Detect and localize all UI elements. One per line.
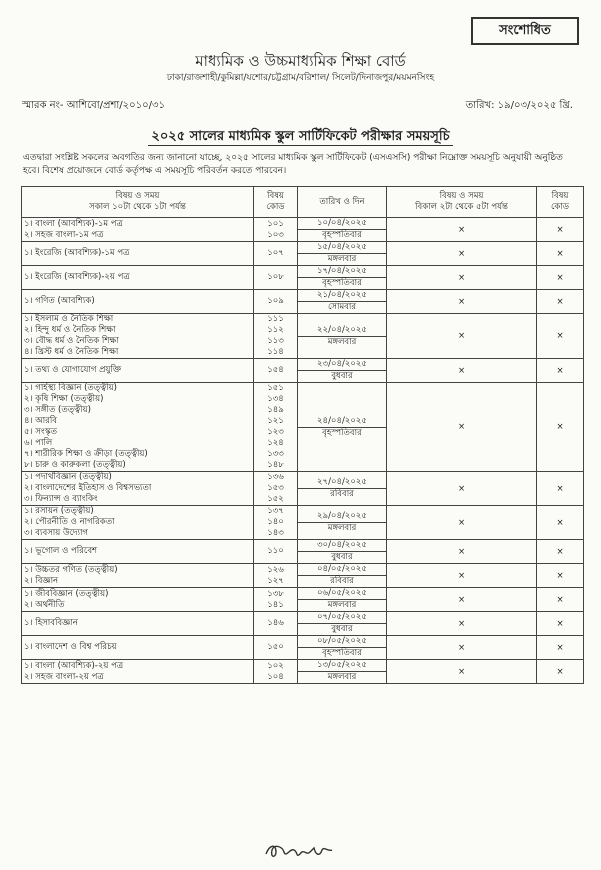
afternoon-subject-cell: × [387,290,537,314]
afternoon-code-cell: × [537,612,584,636]
afternoon-subject-cell: × [387,472,537,506]
subject-name: ৪। খ্রিস্ট ধর্ম ও নৈতিক শিক্ষা [24,347,119,357]
exam-date: ০৭/০৫/২০২৫ [317,612,367,622]
afternoon-subject-cell: × [387,660,537,684]
subject-name: ১। উচ্চতর গণিত (তত্ত্বীয়) [24,564,118,575]
subject-code: ১১০ [267,546,284,556]
subject-code: ১৫০ [267,642,284,652]
afternoon-subject-header [387,187,537,218]
morning-subject-header [22,187,254,218]
morning-subjects-cell [22,660,254,684]
subject-name: ৮। চারু ও কারুকলা (তত্ত্বীয়) [24,460,126,470]
corrected-stamp: সংশোধিত [471,17,579,45]
afternoon-code-cell: × [537,660,584,684]
board-cities: ঢাকা/রাজশাহী/কুমিল্লা/যশোর/চট্টগ্রাম/বরিশাল/ সিলেট/দিনাজপুর/ময়মনসিংহ [166,73,435,83]
subject-name: ২। অর্থনীতি [24,599,65,610]
exam-day: মঙ্গলবার [298,253,386,265]
subject-name: ১। বাংলাদেশ ও বিশ্ব পরিচয় [24,642,117,652]
subject-name: ২। সহজ বাংলা-১ম পত্র [24,229,104,240]
subject-code: ১০১ [267,218,284,229]
morning-subjects-cell [22,218,254,242]
subject-code: ১২৩ [267,427,284,437]
afternoon-code-cell: × [537,266,584,290]
subject-name: ১। গণিত (আবশ্যিক) [24,296,95,306]
exam-day: বৃহস্পতিবার [298,647,386,659]
board-title: মাধ্যমিক ও উচ্চমাধ্যমিক শিক্ষা বোর্ড [195,52,406,70]
date-day-cell [298,266,387,290]
date-day-cell [298,540,387,564]
subject-codes-cell [254,383,298,472]
exam-day: রবিবার [298,488,386,500]
subject-code: ১২১ [267,416,284,426]
morning-subjects-cell [22,588,254,612]
afternoon-subject-cell: × [387,564,537,588]
header-text: বিকাল ২টা থেকে ৫টা পর্যন্ত [415,202,508,212]
table-row [22,266,584,290]
exam-day: বুধবার [298,370,386,382]
subject-name: ১। পদার্থবিজ্ঞান (তত্ত্বীয়) [24,472,112,482]
subject-name: ২। হিন্দু ধর্ম ও নৈতিক শিক্ষা [24,325,116,335]
exam-date: ২২/০৪/২০২৫ [317,324,367,335]
exam-date: ২১/০৪/২০২৫ [317,290,367,300]
subject-code: ১২৪ [267,438,284,448]
table-row [22,218,584,242]
subject-name: ১। বাংলা (আবশ্যিক)-২য় পত্র [24,660,124,671]
exam-date: ২৩/০৪/২০২৫ [317,359,367,369]
subject-code: ১৫১ [267,383,284,393]
date-day-cell [298,660,387,684]
subject-code: ১৪১ [267,599,284,610]
subject-name: ১। ভূগোল ও পরিবেশ [24,546,98,556]
afternoon-subject-cell: × [387,506,537,540]
table-row [22,472,584,506]
subject-name: ১। হিসাববিজ্ঞান [24,618,78,628]
exam-day: বুধবার [298,551,386,563]
table-row [22,383,584,472]
exam-date: ১০/০৪/২০২৫ [317,218,367,228]
subject-code: ১১২ [267,325,284,335]
morning-subjects-cell [22,636,254,660]
afternoon-subject-cell: × [387,266,537,290]
subject-name: ২। সহজ বাংলা-২য় পত্র [24,671,104,682]
date-header [298,187,387,218]
intro-paragraph: এতদ্বারা সংশ্লিষ্ট সকলের অবগতির জন্য জানানো যাচ্ছে, ২০২৫ সালের মাধ্যমিক স্কুল সার্টিফিকেট (এসএসসি) পরীক্ষা নিম্নোক্ত সময়সূচি অনুযায়ী অনুষ্ঠিত হবে। বিশেষ প্রয়োজনে বোর্ড কর্তৃপক্ষ এ সময়সূচি পরিবর্তন করতে পারবেন। [23,153,563,176]
subject-name: ২। বিজ্ঞান [24,575,59,586]
exam-day: সোমবার [298,301,386,313]
subject-code: ১০৩ [267,229,284,240]
exam-day: বৃহস্পতিবার [298,427,386,439]
subject-code: ১১৪ [267,347,284,357]
date-day-cell [298,506,387,540]
afternoon-code-cell: × [537,290,584,314]
table-row [22,540,584,564]
subject-code: ১৩৮ [267,588,284,599]
subject-name: ১। ইংরেজি (আবশ্যিক)-২য় পত্র [24,272,130,282]
afternoon-code-cell: × [537,636,584,660]
morning-subjects-cell [22,612,254,636]
header-text: কোড [550,202,570,212]
subject-code: ১৪০ [267,517,284,527]
date-day-cell [298,612,387,636]
subject-name: ১। ইংরেজি (আবশ্যিক)-১ম পত্র [24,248,130,258]
date-day-cell [298,290,387,314]
subject-code: ১৫৪ [267,365,284,375]
document-title: ২০২৫ সালের মাধ্যমিক স্কুল সার্টিফিকেট পরীক্ষার সময়সূচি [151,129,450,144]
table-row [22,636,584,660]
date-day-cell [298,636,387,660]
subject-name: ৩। ফিন্যান্স ও ব্যাংকিং [24,494,98,504]
exam-day: মঙ্গলবার [298,522,386,534]
subject-name: ২। কৃষি শিক্ষা (তত্ত্বীয়) [24,394,104,404]
afternoon-code-header [537,187,584,218]
exam-date: ১৫/০৪/২০২৫ [317,242,367,252]
subject-name: ২। পৌরনীতি ও নাগরিকতা [24,517,115,527]
subject-code: ১৩৬ [267,472,284,482]
subject-codes-cell [254,612,298,636]
afternoon-subject-cell: × [387,359,537,383]
subject-codes-cell [254,540,298,564]
afternoon-code-cell: × [537,472,584,506]
subject-code: ১৪৮ [267,460,284,470]
exam-day: রবিবার [298,575,386,587]
header-text: বিষয় [267,191,284,201]
subject-name: ৪। আরবি [24,416,58,426]
subject-code-header [254,187,298,218]
table-header-row [22,187,584,218]
subject-codes-cell [254,506,298,540]
table-row [22,612,584,636]
subject-codes-cell [254,242,298,266]
schedule-body [22,218,584,684]
subject-codes-cell [254,290,298,314]
afternoon-code-cell: × [537,218,584,242]
subject-code: ১০৮ [267,272,284,282]
afternoon-subject-cell: × [387,636,537,660]
exam-date: ০৬/০৫/২০২৫ [317,588,367,598]
morning-subjects-cell [22,359,254,383]
exam-date: ০৪/০৫/২০২৫ [317,564,367,574]
subject-code: ১৪৩ [267,528,284,538]
header-text: বিষয় ও সময় [115,191,160,201]
exam-date: ২৭/০৪/২০২৫ [317,477,367,487]
subject-name: ৩। ব্যবসায় উদ্যোগ [24,528,88,538]
afternoon-code-cell: × [537,242,584,266]
exam-day: মঙ্গলবার [298,671,386,683]
exam-date: ১৭/০৪/২০২৫ [317,266,367,276]
afternoon-subject-cell: × [387,540,537,564]
exam-date: ৩০/০৪/২০২৫ [317,540,367,550]
date-day-cell [298,564,387,588]
date-day-cell [298,314,387,359]
subject-code: ১৩৩ [267,449,284,459]
header-text: বিষয় ও সময় [439,191,484,201]
morning-subjects-cell [22,540,254,564]
subject-code: ১০৪ [267,671,284,682]
header-text: সকাল ১০টা থেকে ১টা পর্যন্ত [89,202,186,212]
subject-code: ১৩৪ [267,394,284,404]
subject-code: ১৫৩ [267,483,284,493]
afternoon-code-cell: × [537,588,584,612]
afternoon-subject-cell: × [387,612,537,636]
subject-name: ১। গার্হস্থ্য বিজ্ঞান (তত্ত্বীয়) [24,383,117,393]
subject-name: ৩। সঙ্গীত (তত্ত্বীয়) [24,405,91,415]
morning-subjects-cell [22,472,254,506]
subject-codes-cell [254,588,298,612]
subject-code: ১৩৭ [267,506,284,516]
morning-subjects-cell [22,290,254,314]
exam-date: ০৮/০৫/২০২৫ [317,636,367,646]
morning-subjects-cell [22,564,254,588]
morning-subjects-cell [22,314,254,359]
subject-codes-cell [254,266,298,290]
date-day-cell [298,242,387,266]
subject-codes-cell [254,564,298,588]
subject-codes-cell [254,218,298,242]
exam-day: বৃহস্পতিবার [298,229,386,241]
date-day-cell [298,383,387,472]
afternoon-code-cell: × [537,383,584,472]
subject-codes-cell [254,472,298,506]
afternoon-subject-cell: × [387,588,537,612]
table-row [22,588,584,612]
subject-name: ১। তথ্য ও যোগাযোগ প্রযুক্তি [24,365,122,375]
memo-number: স্মারক নং- আশিবো/প্রশা/২০১০/৩১ [22,100,165,111]
table-row [22,564,584,588]
subject-codes-cell [254,359,298,383]
table-row [22,242,584,266]
subject-code: ১০৯ [267,296,284,306]
subject-name: ১। বাংলা (আবশ্যিক)-১ম পত্র [24,218,123,229]
subject-code: ১২৭ [267,575,284,586]
table-row [22,660,584,684]
table-row [22,314,584,359]
subject-codes-cell [254,636,298,660]
subject-code: ১২৬ [267,564,284,575]
exam-day: মঙ্গলবার [298,336,386,348]
afternoon-subject-cell: × [387,383,537,472]
afternoon-code-cell: × [537,314,584,359]
subject-name: ৩। বৌদ্ধ ধর্ম ও নৈতিক শিক্ষা [24,336,119,346]
date-day-cell [298,359,387,383]
morning-subjects-cell [22,383,254,472]
morning-subjects-cell [22,506,254,540]
afternoon-code-cell: × [537,540,584,564]
exam-day: বুধবার [298,623,386,635]
afternoon-subject-cell: × [387,314,537,359]
exam-date: ২৯/০৪/২০২৫ [317,511,367,521]
table-row [22,290,584,314]
afternoon-code-cell: × [537,564,584,588]
subject-name: ১। জীববিজ্ঞান (তত্ত্বীয়) [24,588,109,599]
header-text: তারিখ ও দিন [319,196,365,207]
header-text: বিষয় [551,191,569,201]
subject-name: ১। ইসলাম ও নৈতিক শিক্ষা [24,314,114,324]
table-row [22,359,584,383]
afternoon-code-cell: × [537,359,584,383]
subject-code: ১৪৬ [267,618,284,628]
subject-code: ১১১ [267,314,284,324]
exam-date: ২৪/০৪/২০২৫ [317,415,367,426]
date-day-cell [298,472,387,506]
afternoon-code-cell: × [537,506,584,540]
exam-day: মঙ্গলবার [298,599,386,611]
morning-subjects-cell [22,242,254,266]
subject-code: ১৪৯ [267,405,284,415]
issue-date: তারিখ: ১৯/০৩/২০২৫ খ্রি. [465,100,573,111]
table-row [22,506,584,540]
subject-name: ৭। শারীরিক শিক্ষা ও ক্রীড়া (তত্ত্বীয়) [24,449,148,459]
exam-day: বৃহস্পতিবার [298,277,386,289]
afternoon-subject-cell: × [387,218,537,242]
afternoon-subject-cell: × [387,242,537,266]
subject-code: ১১৩ [267,336,284,346]
date-day-cell [298,588,387,612]
subject-name: ১। রসায়ন (তত্ত্বীয়) [24,506,94,516]
title-underline [148,145,453,146]
morning-subjects-cell [22,266,254,290]
subject-name: ২। বাংলাদেশের ইতিহাস ও বিশ্বসভ্যতা [24,483,152,493]
subject-code: ১০২ [267,660,284,671]
exam-schedule-table [21,186,584,684]
subject-name: ৬। পালি [24,438,53,448]
subject-name: ৫। সংস্কৃত [24,427,58,437]
header-text: কোড [266,202,285,212]
exam-date: ১৩/০৫/২০২৫ [317,660,367,670]
signature-image [262,838,338,864]
subject-code: ১০৭ [267,248,284,258]
subject-codes-cell [254,660,298,684]
subject-code: ১৫২ [267,494,284,504]
date-day-cell [298,218,387,242]
subject-codes-cell [254,314,298,359]
